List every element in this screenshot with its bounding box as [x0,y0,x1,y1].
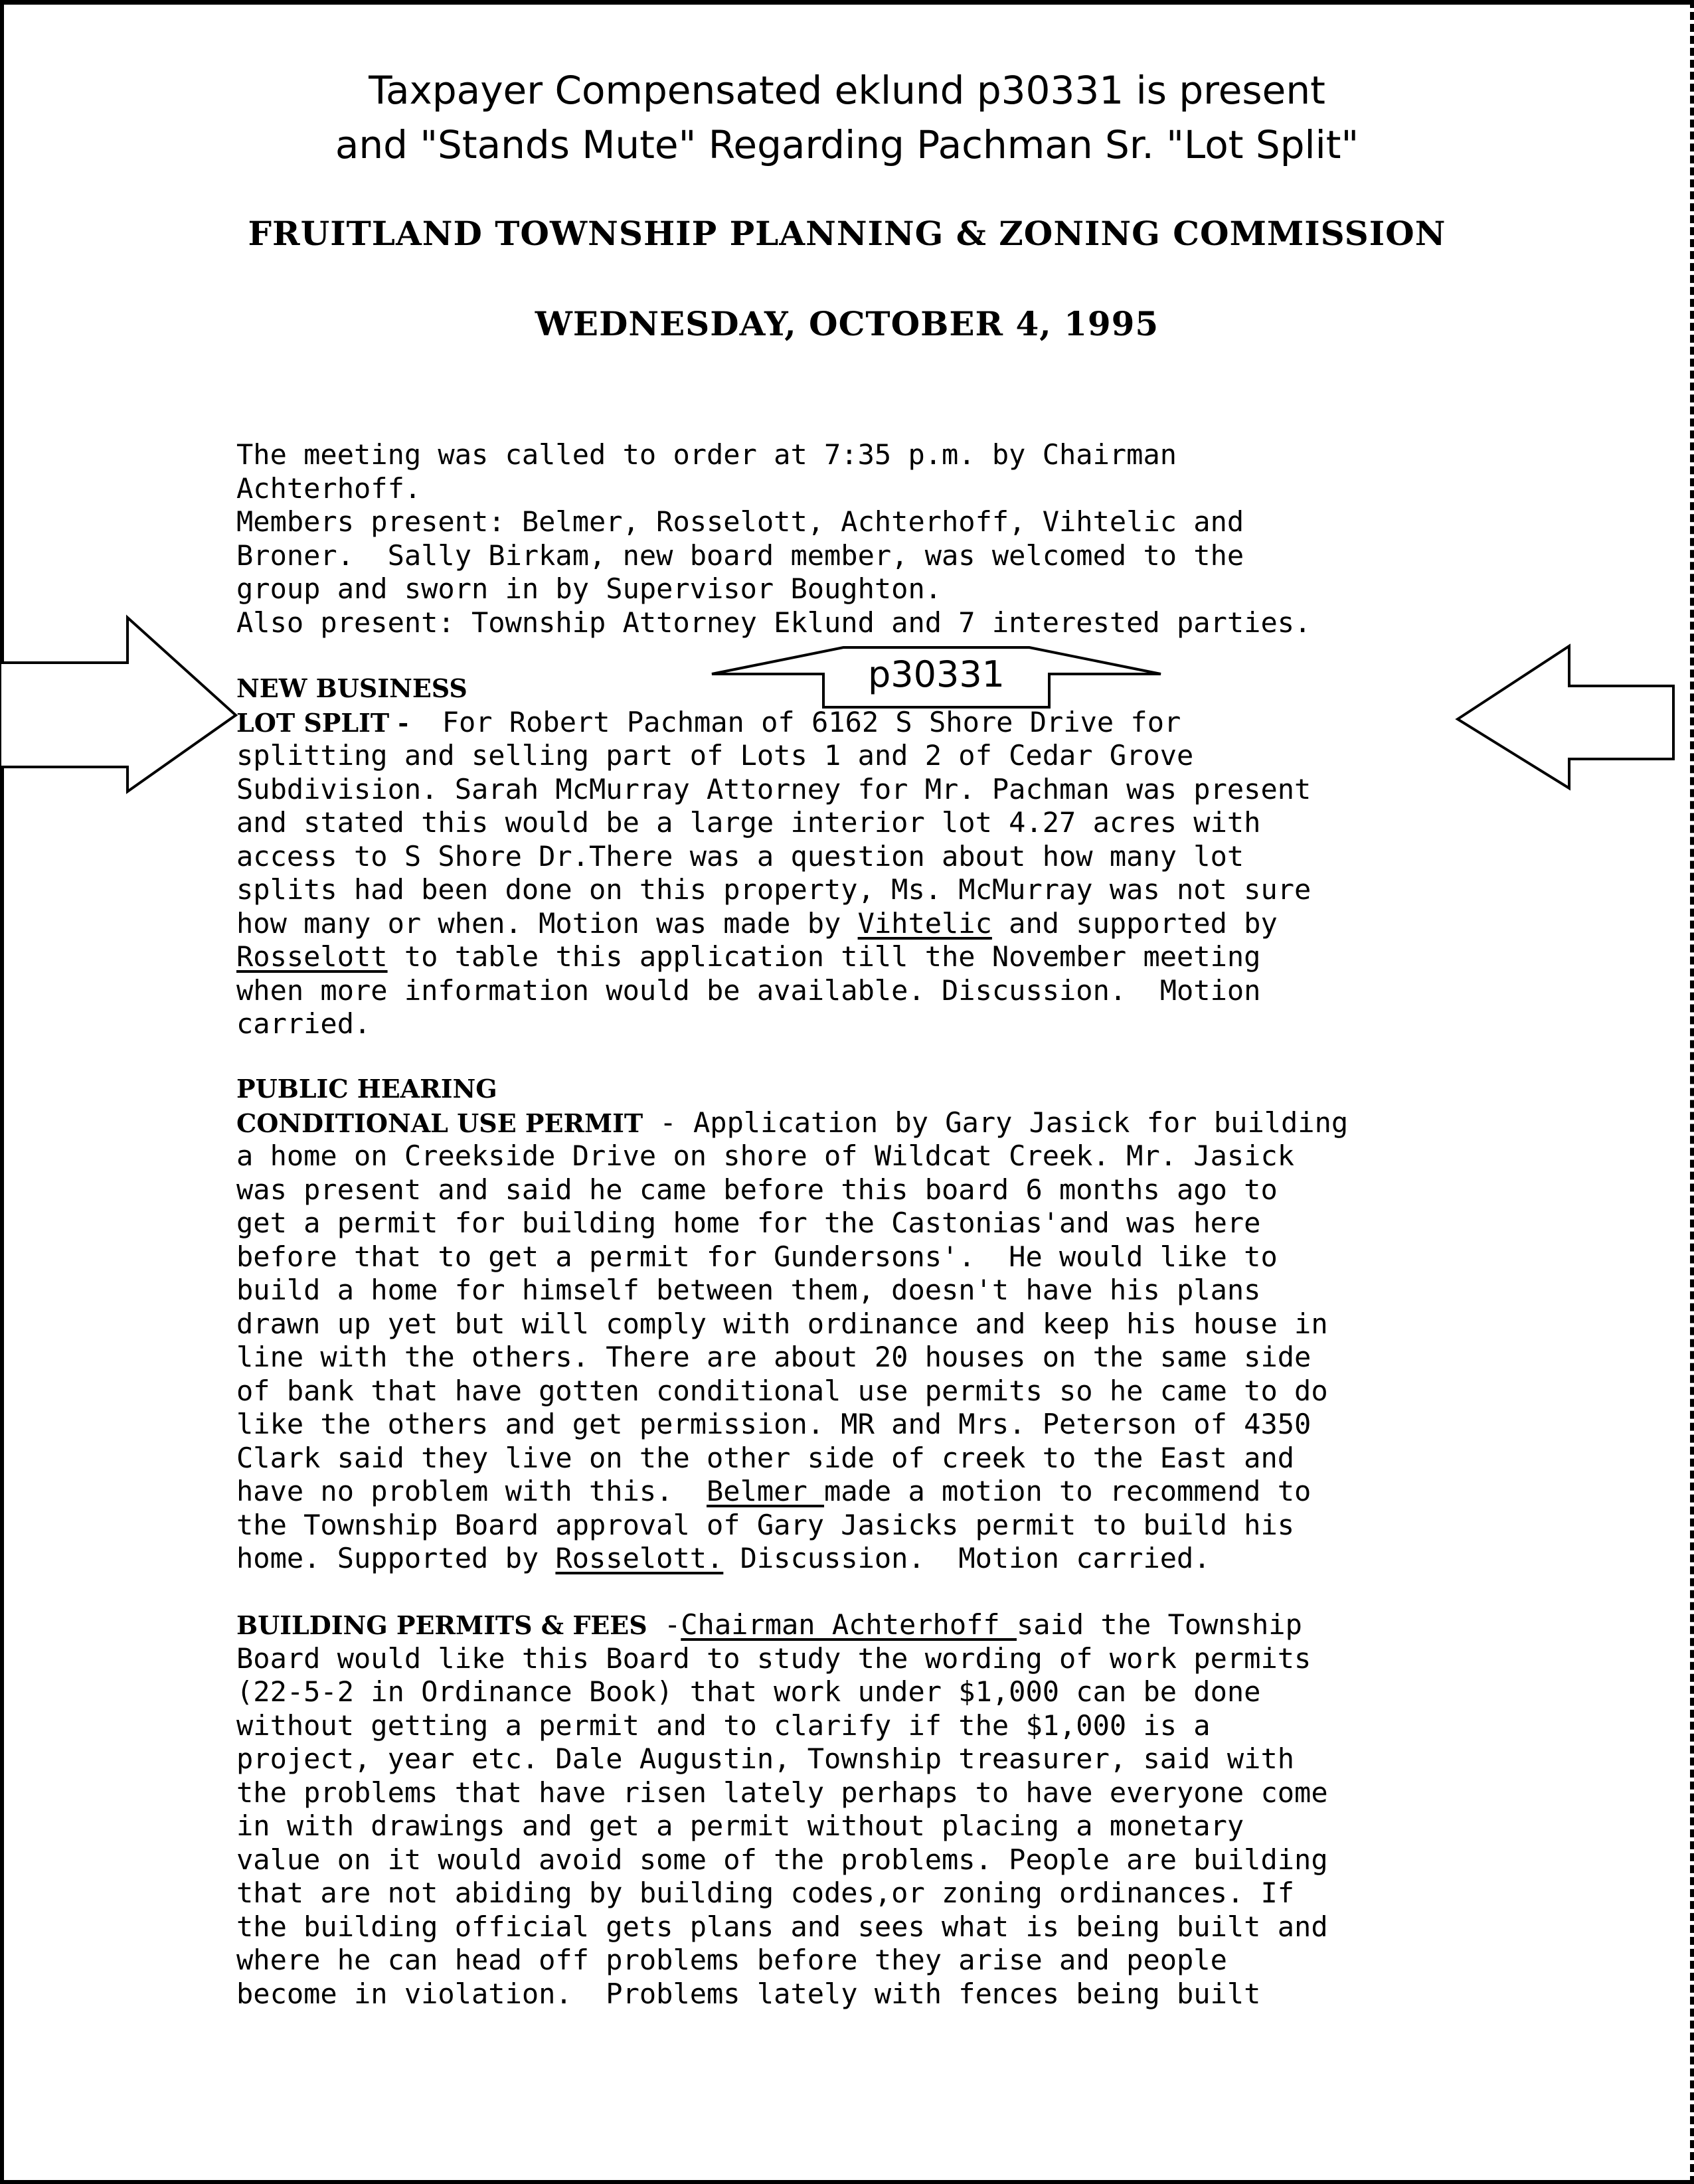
text-line: the Township Board approval of Gary Jasicks permit to build his [236,1508,1295,1541]
public-hearing-section [236,1072,1565,1576]
text-line [236,1608,1565,1642]
lot-split-heading: LOT SPLIT - [236,707,409,738]
text-segment: to table this application till the November meeting [387,940,1261,973]
text-line: Members present: Belmer, Rosselott, Achterhoff, Vihtelic and [236,505,1244,538]
text-line: a home on Creekside Drive on shore of Wildcat Creek. Mr. Jasick [236,1139,1295,1172]
text-line: when more information would be available. Discussion. Motion [236,973,1261,1007]
annotation-line-2: and "Stands Mute" Regarding Pachman Sr. "Lot Split" [335,122,1359,167]
text-line: build a home for himself between them, doesn't have his plans [236,1274,1261,1306]
text-line: The meeting was called to order at 7:35 p.m. by Chairman [236,438,1177,471]
text-line: Broner. Sally Birkam, new board member, was welcomed to the [236,539,1244,572]
text-line: value on it would avoid some of the problems. People are building [236,1843,1328,1876]
text-line: Clark said they live on the other side of creek to the East and [236,1441,1295,1474]
text-line: (22-5-2 in Ordinance Book) that work under $1,000 can be done [236,1675,1261,1708]
underlined-name: Vihtelic [857,906,992,940]
text-line: Subdivision. Sarah McMurray Attorney for Mr. Pachman was present [236,772,1312,805]
text-line: access to S Shore Dr.There was a question about how many lot [236,839,1244,873]
text-segment: - Application by Gary Jasick for building [643,1106,1349,1139]
underlined-name: Rosselott. [555,1542,724,1574]
text-line: of bank that have gotten conditional use permits so he came to do [236,1374,1328,1407]
document-title: FRUITLAND TOWNSHIP PLANNING & ZONING COMMISSION [248,214,1446,253]
text-line [236,940,1565,974]
text-line: Achterhoff. [236,471,422,505]
annotation-line-1: Taxpayer Compensated eklund p30331 is present [369,68,1325,113]
text-line: before that to get a permit for Gundersons'. He would like to [236,1240,1278,1273]
underlined-name: Rosselott [236,940,388,973]
text-segment: For Robert Pachman of 6162 S Shore Drive for [408,705,1181,738]
text-line [236,1475,1565,1509]
underlined-name: Chairman Achterhoff [681,1608,1017,1641]
text-line: drawn up yet but will comply with ordinance and keep his house in [236,1307,1328,1340]
new-business-section [236,672,1565,1041]
text-line: the problems that have risen lately perhaps to have everyone come [236,1776,1328,1809]
building-permits-section [236,1608,1565,2011]
text-line: and stated this would be a large interior lot 4.27 acres with [236,806,1261,839]
text-line [236,1106,1565,1140]
text-segment: Discussion. Motion carried. [723,1542,1211,1574]
text-segment: said the Township [1017,1608,1302,1641]
text-line: get a permit for building home for the Castonias'and was here [236,1207,1261,1239]
text-segment: - [647,1608,681,1641]
text-segment: made a motion to recommend to [824,1475,1312,1507]
left-arrow-icon [0,618,239,797]
text-line: Board would like this Board to study the wording of work permits [236,1641,1312,1675]
text-line: was present and said he came before this board 6 months ago to [236,1173,1278,1206]
text-segment: and supported by [991,906,1278,940]
text-line: Also present: Township Attorney Eklund and 7 interested parties. [236,606,1312,639]
building-permits-heading: BUILDING PERMITS & FEES [236,1610,647,1640]
text-line [236,706,1565,740]
section-heading: NEW BUSINESS [236,673,467,703]
text-segment: home. Supported by [236,1542,556,1574]
text-line: where he can head off problems before they arise and people [236,1944,1227,1976]
text-segment: how many or when. Motion was made by [236,906,858,940]
text-segment: have no problem with this. [236,1475,707,1507]
text-line: project, year etc. Dale Augustin, Township treasurer, said with [236,1742,1295,1775]
text-line: without getting a permit and to clarify if the $1,000 is a [236,1709,1211,1742]
meeting-date: WEDNESDAY, OCTOBER 4, 1995 [535,304,1159,343]
opening-paragraph [236,438,1565,639]
underlined-name: Belmer [707,1475,825,1507]
text-line: carried. [236,1007,371,1040]
text-line: the building official gets plans and sees what is being built and [236,1910,1328,1943]
cup-heading: CONDITIONAL USE PERMIT [236,1108,643,1138]
text-line [236,1542,1565,1576]
text-line [236,907,1565,941]
text-line: that are not abiding by building codes,or zoning ordinances. If [236,1877,1295,1909]
text-line: become in violation. Problems lately with fences being built [236,1977,1261,2010]
text-line: in with drawings and get a permit without placing a monetary [236,1809,1244,1842]
text-line: like the others and get permission. MR and Mrs. Peterson of 4350 [236,1408,1312,1440]
text-line: splits had been done on this property, Ms. McMurray was not sure [236,873,1312,906]
section-heading: PUBLIC HEARING [236,1074,497,1104]
text-line: splitting and selling part of Lots 1 and 2 of Cedar Grove [236,739,1194,772]
text-line: group and sworn in by Supervisor Boughton. [236,572,942,605]
text-line: line with the others. There are about 20 houses on the same side [236,1341,1312,1373]
arrow-label: p30331 [867,653,1005,695]
